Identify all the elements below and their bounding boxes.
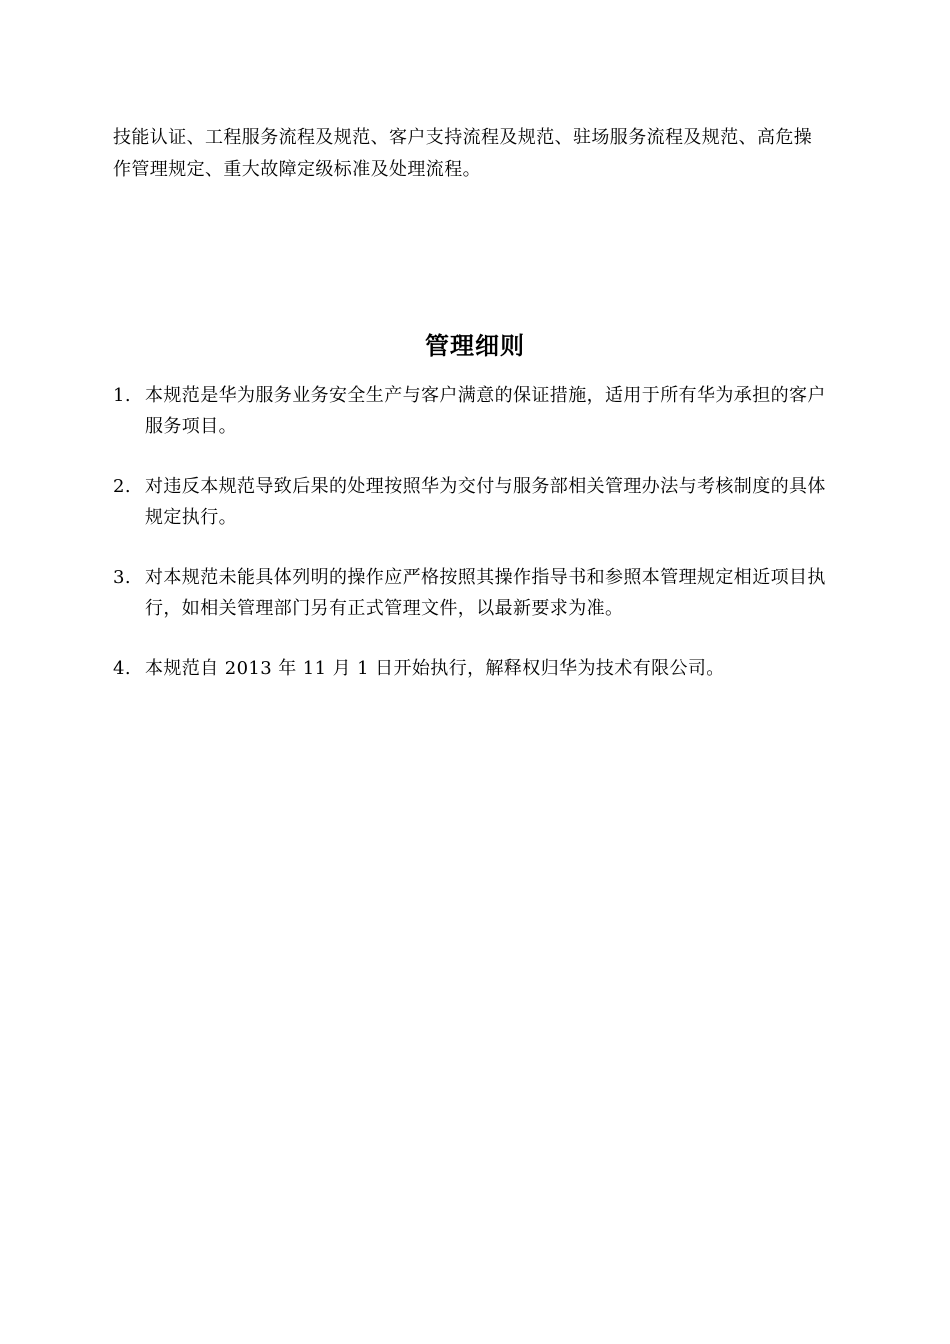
rule-number: 2.: [113, 476, 131, 497]
rule-item-3: [113, 562, 853, 624]
rule-text-line-1: 对本规范未能具体列明的操作应严格按照其操作指导书和参照本管理规定相近项目执: [145, 567, 826, 588]
rule-item-1: [113, 380, 853, 442]
rule-number: 3.: [113, 567, 131, 588]
intro-paragraph: [113, 122, 853, 186]
rule-item-4: [113, 653, 853, 684]
rules-list: [113, 380, 853, 713]
rule-text-line-2: 服务项目。: [145, 416, 237, 437]
rule-text-line-1: 本规范是华为服务业务安全生产与客户满意的保证措施，适用于所有华为承担的客户: [145, 385, 826, 406]
rule-item-2: [113, 471, 853, 533]
rule-text-line-2: 行，如相关管理部门另有正式管理文件，以最新要求为准。: [145, 598, 624, 619]
rule-text-line-1: 对违反本规范导致后果的处理按照华为交付与服务部相关管理办法与考核制度的具体: [145, 476, 826, 497]
intro-line-1: 技能认证、工程服务流程及规范、客户支持流程及规范、驻场服务流程及规范、高危操: [113, 127, 813, 148]
rule-text-line-1: 本规范自 2013 年 11 月 1 日开始执行，解释权归华为技术有限公司。: [145, 658, 725, 679]
intro-line-2: 作管理规定、重大故障定级标准及处理流程。: [113, 159, 481, 180]
rule-number: 1.: [113, 385, 131, 406]
rule-text-line-2: 规定执行。: [145, 507, 237, 528]
section-title: 管理细则: [425, 332, 525, 360]
rule-number: 4.: [113, 658, 131, 679]
